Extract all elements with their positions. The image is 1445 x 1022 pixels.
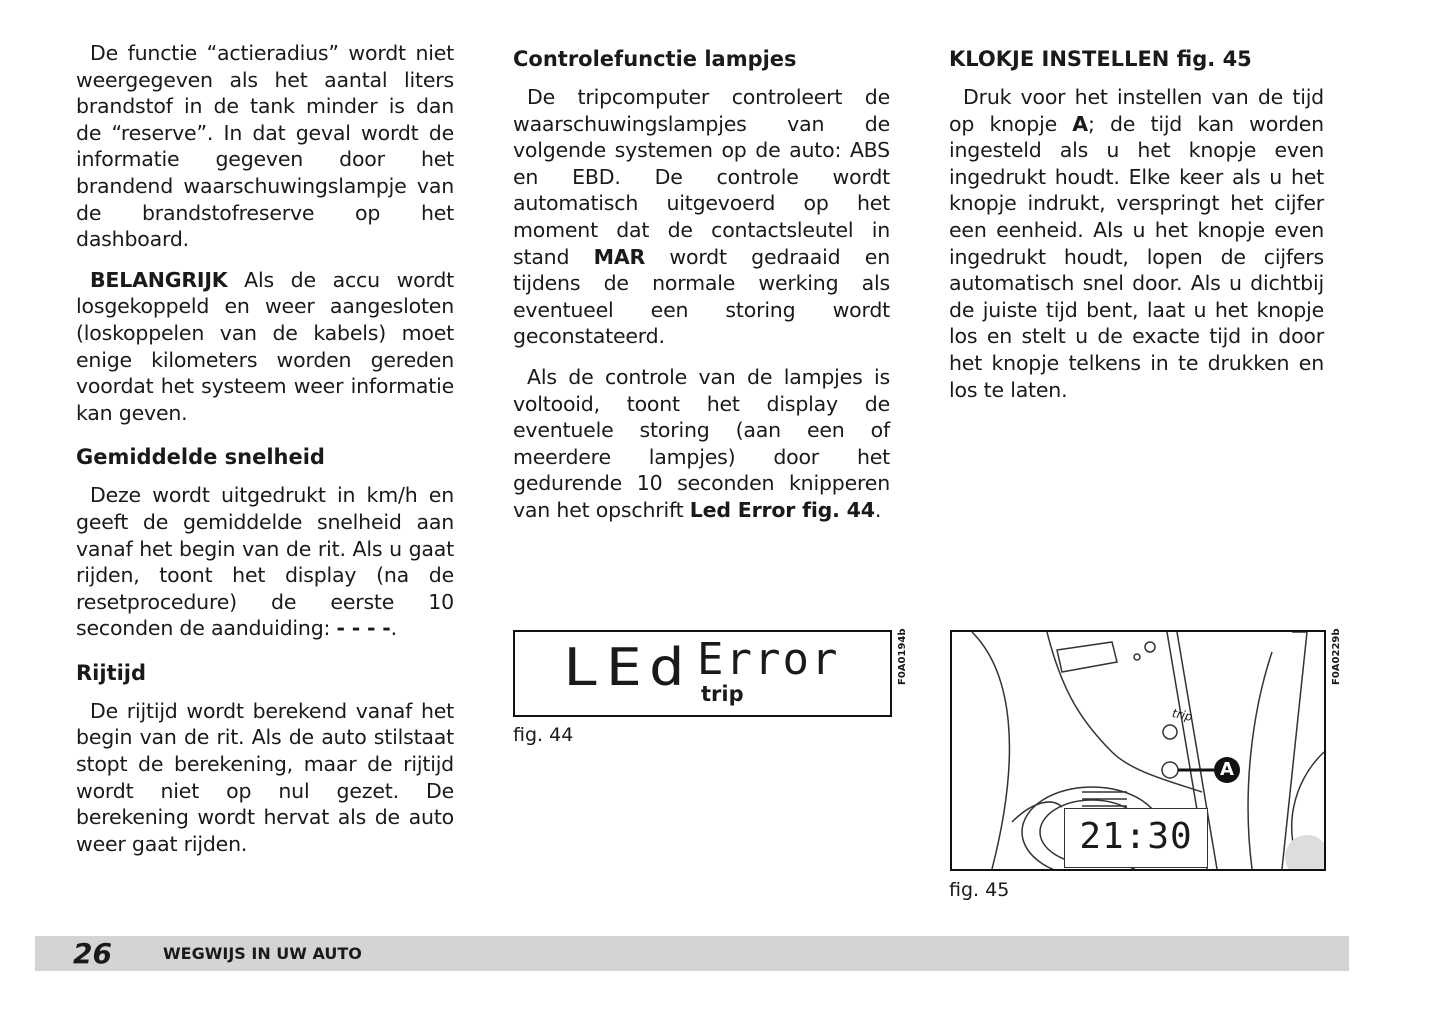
- display-trip-label: trip: [701, 682, 744, 706]
- button-a-label: A: [1072, 111, 1088, 136]
- klokje-text-b: ; de tijd kan worden ingesteld als u het knopje even ingedrukt houdt. Elke keer als u het knopje indrukt, verspringt het cijfer een eenheid. Als u het knopje even ingedrukt houdt, lopen de cijfers automatisch snel door. Als u dichtbij de juiste tijd bent, laat u het knopje los en stelt u de exacte tijd in door het knopje telkens in te drukken en los te laten.: [949, 111, 1324, 402]
- heading-controlefunctie: Controlefunctie lampjes: [513, 47, 797, 71]
- snelheid-end: .: [390, 616, 397, 641]
- paragraph-rijtijd: De rijtijd wordt berekend vanaf het begin van de rit. Als de auto stilstaat stopt de berekening, maar de rijtijd wordt niet op nul gezet. De berekening wordt hervat als de auto weer gaat rijden.: [76, 698, 454, 856]
- display-led: LEd: [563, 638, 692, 698]
- klokje-text-a: Druk voor het instellen van de tijd op knopje: [949, 85, 1324, 136]
- figure-44-code: F0A0194b: [897, 628, 908, 685]
- heading-klokje-instellen: KLOKJE INSTELLEN fig. 45: [949, 47, 1252, 71]
- figure-45-caption: fig. 45: [949, 879, 1010, 901]
- paragraph-klokje: [949, 84, 1324, 403]
- column-1: [76, 40, 454, 871]
- callout-a: A: [1220, 759, 1234, 780]
- display-error: Error: [697, 634, 840, 685]
- tripcomputer-text-b: wordt gedraaid en tijdens de normale werking als eventueel een storing wordt geconstateerd.: [513, 244, 890, 349]
- label-trip: trip: [1170, 706, 1194, 724]
- figure-45: [950, 630, 1326, 871]
- heading-gemiddelde-snelheid: Gemiddelde snelheid: [76, 445, 325, 470]
- footer-section-title: WEGWIJS IN UW AUTO: [163, 944, 362, 963]
- mar-label: MAR: [593, 244, 646, 269]
- paragraph-belangrijk: [76, 267, 454, 427]
- tripcomputer-text-a: De tripcomputer controleert de waarschuwingslampjes van de volgende systemen op de auto: ABS en EBD. De controle wordt automatisch uitgevoerd op het moment dat de contactsleutel in stand: [513, 85, 890, 269]
- page-number: 26: [73, 937, 112, 970]
- clock-time: 21:30: [1079, 816, 1193, 857]
- paragraph-tripcomputer: [513, 84, 890, 350]
- figure-44: [513, 630, 892, 717]
- figure-45-code: F0A0229b: [1331, 628, 1342, 685]
- controle-text: Als de controle van de lampjes is voltooid, toont het display de eventuele storing (aan een of meerdere lampjes) door het gedurende 10 seconden knipperen van het opschrift: [513, 364, 890, 522]
- column-3: [949, 40, 1324, 417]
- controle-end: .: [874, 497, 882, 522]
- clock-display: [1064, 808, 1208, 868]
- paragraph-actieradius: De functie “actieradius” wordt niet weergegeven als het aantal liters brandstof in de tank minder is dan de “reserve”. In dat geval wordt de informatie gegeven door het brandend waarschuwingslampje van de brandstofreserve op het dashboard.: [76, 41, 454, 252]
- belangrijk-text: Als de accu wordt losgekoppeld en weer aangesloten (loskoppelen van de kabels) moet enige kilometers worden gereden voordat het systeem weer informatie kan geven.: [76, 267, 454, 425]
- column-2: [513, 40, 890, 538]
- paragraph-snelheid: [76, 482, 454, 642]
- paragraph-controle: [513, 364, 890, 524]
- dashes-indicator: - - - -: [336, 616, 391, 641]
- footer-bar: [35, 936, 1349, 971]
- belangrijk-label: BELANGRIJK: [90, 267, 228, 292]
- led-error-ref: Led Error fig. 44: [689, 497, 875, 522]
- heading-rijtijd: Rijtijd: [76, 660, 147, 685]
- snelheid-text: Deze wordt uitgedrukt in km/h en geeft de gemiddelde snelheid aan vanaf het begin van de rit. Als u gaat rijden, toont het display (na de resetprocedure) de eerste 10 seconden de aanduiding:: [76, 483, 454, 641]
- figure-44-caption: fig. 44: [513, 724, 574, 746]
